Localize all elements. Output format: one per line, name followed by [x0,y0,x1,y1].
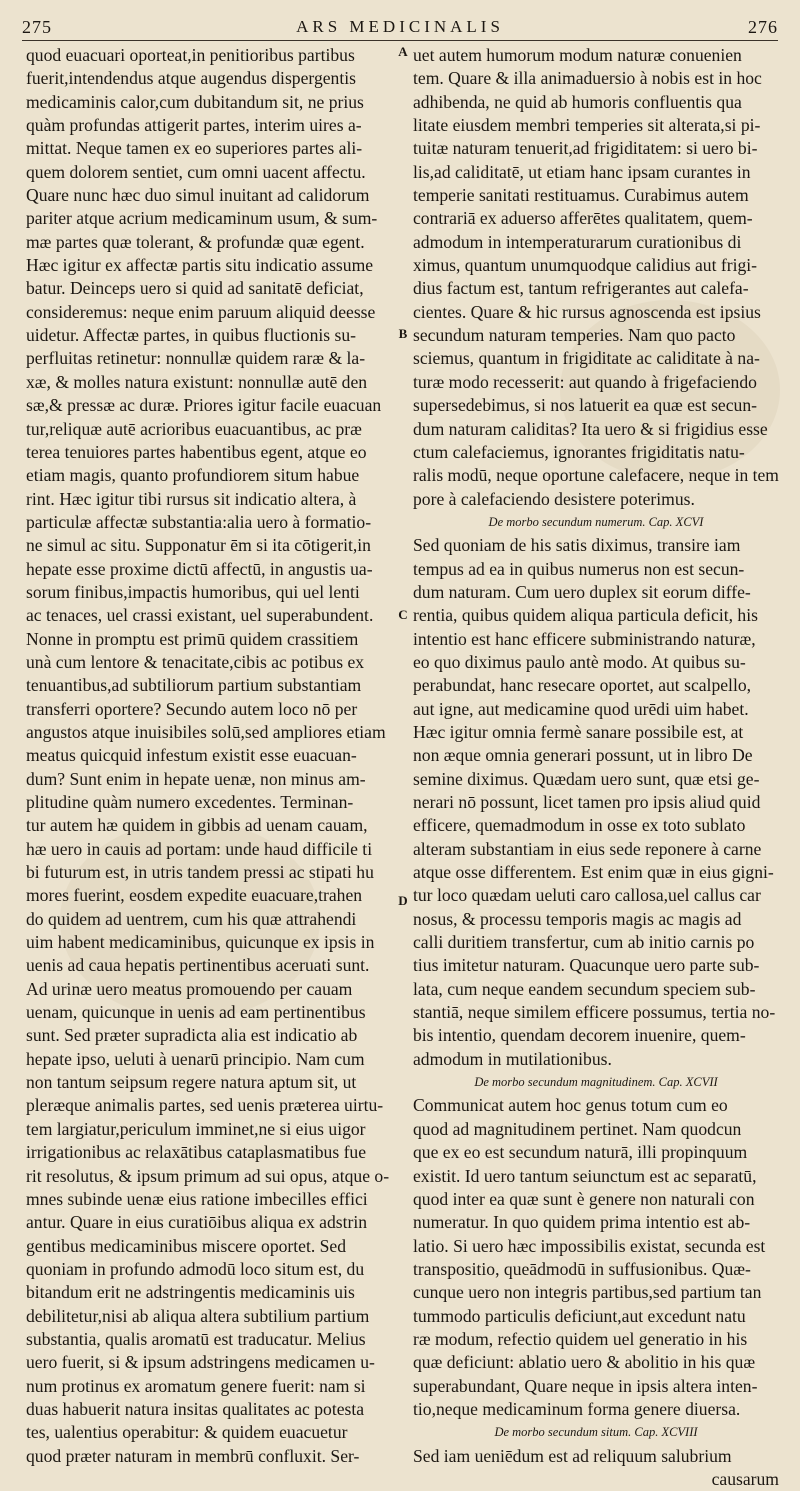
page-header [22,14,778,41]
text-line: sciemus, quantum in frigiditate ac caliditate à na- [413,348,760,369]
text-line: etiam magis, quanto profundiorem situm habue [26,465,360,486]
text-line: secundum naturam temperies. Nam quo pacto [413,325,736,346]
text-line: ralis modū, neque oportune calefacere, neque in tem [413,465,779,486]
text-line: sunt. Sed præter supradicta alia est indicatio ab [26,1025,358,1046]
text-line: admodum in mutilationibus. [413,1048,612,1069]
text-line: tur loco quædam ueluti caro callosa,uel callus car [413,885,761,906]
text-line: mæ partes quæ tolerant, & profundæ quæ egent. [26,231,365,252]
text-line: tur,reliquæ autē acrioribus euacuantibus, ac præ [26,418,362,439]
text-line: intentio est hanc efficere subministrando naturæ, [413,628,756,649]
text-line: tes, ualentius operabitur: & quidem euacuetur [26,1422,348,1443]
text-line: sorum finibus,impactis humoribus, qui uel lenti [26,581,360,602]
text-line: debilitetur,nisi ab aliqua altera subtilium partium [26,1305,370,1326]
text-line: lata, cum neque eandem secundum speciem sub- [413,978,756,999]
page-number-right: 276 [748,16,778,37]
text-line: nosus, & processu temporis magis ac magis ad [413,908,742,929]
text-line: tem largiatur,periculum imminet,ne si eius uigor [26,1118,366,1139]
text-line: atque osse differentem. Est enim quæ in eius gigni- [413,862,774,883]
text-line: xæ, & molles natura existunt: nonnullæ autē den [26,371,368,392]
text-line: adhibenda, ne quid ab humoris confluentis qua [413,91,742,112]
text-line: cunque uero non integris partibus,sed partium tan [413,1282,762,1303]
text-line: ximus, quantum unumquodque calidius aut frigi- [413,255,758,276]
text-line: sæ,& pressæ ac duræ. Priores igitur facile euacuan [26,395,382,416]
page-number-left: 275 [22,16,52,37]
text-line: quæ deficiunt: ablatio uero & abolitio in his quæ [413,1352,756,1373]
text-line: contrariā ex aduerso afferētes qualitatem, quem- [413,208,753,229]
text-line: consideremus: neque enim paruum aliquid deesse [26,301,376,322]
text-line: tio,neque medicaminum forma genere diuersa. [413,1398,741,1419]
margin-marker-a: A [398,44,408,59]
text-line: irrigationibus ac relaxātibus cataplasmatibus fue [26,1142,367,1163]
text-line: ne simul ac situ. Supponatur ēm si ita cōtigerit,in [26,535,371,556]
text-line: alteram substantiam in eius sede reponere à carne [413,838,762,859]
margin-marker-c: C [398,607,408,622]
text-line: uero fuerit, si & ipsum adstringens medicamen u- [26,1352,375,1373]
text-line: quem dolorem sentiet, cum omni uacent affectu. [26,161,366,182]
text-line: plitudine quàm numero excedentes. Terminan- [26,792,354,812]
text-line: existit. Id uero tantum seiunctum est ac separatū, [413,1165,757,1186]
text-line: Ad urinæ uero meatus promouendo per cauam [26,978,353,999]
text-line: eo quo diximus paulo antè modo. At quibus su- [413,651,746,672]
left-column [26,44,394,1468]
text-line: pore à calefaciendo desistere poterimus. [413,488,695,509]
text-line: batur. Deinceps uero si quid ad sanitatē deficiat, [26,278,364,299]
text-line: Nonne in promptu est primū quidem crassitiem [26,628,359,649]
text-line: transferri oportere? Secundo autem loco nō per [26,698,358,719]
text-line: semine diximus. Quædam uero sunt, quæ etsi ge- [413,768,760,789]
text-line: tenuantibus,ad subtiliorum partium substantiam [26,675,362,696]
text-line: bi futurum est, in utris tandem pressi ac stipati hu [26,862,374,883]
text-line: temperie sanitati restituamus. Curabimus autem [413,185,749,206]
text-line: mores fuerint, eosdem expedite euacuare,trahen [26,885,363,906]
text-line: quod præter naturam in membrū confluxit. Ser- [26,1445,360,1466]
text-line: ræ modum, refectio quidem uel generatio in his [413,1328,748,1349]
text-line: non tantum seipsum regere natura aptum sit, ut [26,1072,357,1093]
text-line: terea tenuiores partes habentibus egent, atque eo [26,441,367,462]
text-line: lis,ad caliditatē, ut etiam hanc ipsam curantes in [413,161,751,182]
chapter-heading: De morbo secundum numerum. Cap. XCVI [488,514,704,529]
text-line: mnes subinde uenæ eius ratione imbecilles effici [26,1188,368,1209]
text-line: pariter atque acrium medicaminum usum, & sum- [26,208,378,229]
text-line: perabundat, hanc resecare oportet, aut scalpello, [413,675,752,696]
text-line: litate eiusdem membri temperies sit alterata,si pi- [413,115,761,136]
running-title: ARS MEDICINALIS [296,17,504,36]
text-line: num protinus ex aromatum genere fuerit: nam si [26,1375,366,1396]
text-line: nerari nō possunt, licet tamen pro ipsis aliud quid [413,792,761,812]
text-line: quod euacuari oporteat,in penitioribus partibus [26,45,355,65]
text-line: medicaminis calor,cum dubitandum sit, ne prius [26,91,364,112]
text-line: Hæc igitur omnia fermè sanare possibile est, at [413,721,744,742]
text-line: rit resolutus, & ipsum primum ad sui opus, atque o- [26,1165,390,1186]
text-line: Communicat autem hoc genus totum cum eo [413,1095,728,1116]
text-line: dum naturam caliditas? Ita uero & si frigidius esse [413,418,768,439]
text-line: particulæ affectæ substantia:alia uero à formatio- [26,511,372,532]
text-line: cientes. Quare & hic rursus agnoscenda est ipsius [413,301,761,322]
text-line: tuitæ naturam tenuerit,ad frigiditatem: si uero bi- [413,138,758,159]
text-line: quod ad magnitudinem pertinet. Nam quodcun [413,1118,742,1139]
text-line: causarum [711,1468,779,1489]
text-line: rint. Hæc igitur tibi rursus sit indicatio altera, à [26,488,357,509]
text-line: non æque omnia generari possunt, ut in libro De [413,745,753,766]
text-line: tummodo particulis deficiunt,aut excedunt natu [413,1305,746,1326]
text-line: antur. Quare in eius curatiōibus aliqua ex adstrin [26,1212,368,1233]
text-line: turæ modo recesserit: aut quando à frigefaciendo [413,371,757,392]
text-line: aut igne, aut medicamine quod urēdi uim habet. [413,698,749,719]
chapter-heading: De morbo secundum magnitudinem. Cap. XCVII [474,1075,718,1090]
text-line: fuerit,intendendus atque augendus dispergentis [26,68,356,89]
text-line: tur autem hæ quidem in gibbis ad uenam cauam, [26,815,368,836]
text-line: quàm profundas attigerit partes, interim uires a- [26,115,362,136]
text-line: efficere, quemadmodum in osse ex toto sublato [413,815,746,836]
text-line: stantiā, neque similem efficere possumus, tertia no- [413,1002,776,1023]
text-line: Quare nunc hæc duo simul inuitant ad calidorum [26,185,370,206]
text-line: calli duritiem transfertur, cum ab initio carnis po [413,932,755,953]
text-line: hæ uero in cauis ad portam: unde haud difficile ti [26,838,373,859]
text-line: unà cum lentore & tenacitate,cibis ac potibus ex [26,651,365,672]
text-line: Sed quoniam de his satis diximus, transire iam [413,535,741,556]
text-line: uenam, quicunque in uenis ad eam pertinentibus [26,1002,366,1023]
text-line: transpositio, queādmodū in suffusionibus. Quæ- [413,1258,751,1279]
text-line: Hæc igitur ex affectæ partis situ indicatio assume [26,255,374,276]
text-line: uenis ad caua hepatis pertinentibus aceruati sunt. [26,955,370,976]
text-line: angustos atque inuisibiles solū,sed ampliores etiam [26,721,386,742]
text-line: tius imitetur naturam. Quacunque uero parte sub- [413,955,760,976]
text-line: tempus ad ea in quibus numerus non est secun- [413,558,745,579]
text-line: ctum calefaciemus, ignorantes frigiditatis natu- [413,441,745,462]
text-line: uim habent medicaminibus, quicunque ex ipsis in [26,932,375,953]
text-line: gentibus medicaminibus miscere oportet. Sed [26,1235,347,1256]
text-line: dum naturam. Cum uero duplex sit eorum diffe- [413,581,751,602]
text-line: perfluitas retinetur: nonnullæ quidem raræ & la- [26,348,366,369]
text-line: hepate esse proxime dictū affectū, in angustis ua- [26,558,373,579]
text-line: dum? Sunt enim in hepate uenæ, non minus am- [26,768,366,789]
text-line: quod inter ea quæ sunt è genere non naturali con [413,1188,755,1209]
text-line: pleræque animalis partes, sed uenis præterea uirtu- [26,1095,384,1116]
chapter-heading: De morbo secundum situm. Cap. XCVIII [494,1425,698,1440]
text-line: numeratur. In quo quidem prima intentio est ab- [413,1212,751,1233]
text-line: hepate ipso, ueluti à uenarū principio. Nam cum [26,1048,365,1069]
text-line: duas habuerit natura insitas qualitates ac potesta [26,1398,365,1419]
text-line: ac tenaces, uel crassi existant, uel superabundent. [26,605,374,626]
margin-marker-b: B [398,326,408,341]
text-line: meatus quicquid infestum existit esse euacuan- [26,745,357,766]
text-line: substantia, qualis aromatū est traducatur. Melius [26,1328,366,1349]
text-line: quoniam in profundo admodū loco situm est, du [26,1258,365,1279]
text-line: tem. Quare & illa animaduersio à nobis est in hoc [413,68,762,89]
text-line: uidetur. Affectæ partes, in quibus fluctionis su- [26,325,357,346]
right-column [413,44,779,1491]
text-line: que ex eo est secundum naturā, illi propinquum [413,1142,748,1163]
text-line: uet autem humorum modum naturæ conuenien [413,45,742,65]
text-line: do quidem ad uentrem, cum his quæ attrahendi [26,908,357,929]
text-line: supersedebimus, si nos latuerit ea quæ est secun- [413,395,757,416]
text-line: dius factum est, tantum refrigerantes aut calefa- [413,278,749,299]
text-line: Sed iam ueniēdum est ad reliquum salubrium [413,1445,732,1466]
text-line: bitandum erit ne adstringentis medicaminis uis [26,1282,355,1303]
text-line: latio. Si uero hæc impossibilis existat, secunda est [413,1235,766,1256]
text-line: admodum in intemperaturarum curationibus di [413,231,742,252]
text-line: superabundant, Quare neque in ipsis altera inten- [413,1375,758,1396]
text-line: rentia, quibus quidem aliqua particula deficit, his [413,605,758,626]
text-line: mittat. Neque tamen ex eo superiores partes ali- [26,138,363,159]
text-line: bis intentio, quendam decorem inuenire, quem- [413,1025,746,1046]
margin-marker-d: D [398,893,408,908]
